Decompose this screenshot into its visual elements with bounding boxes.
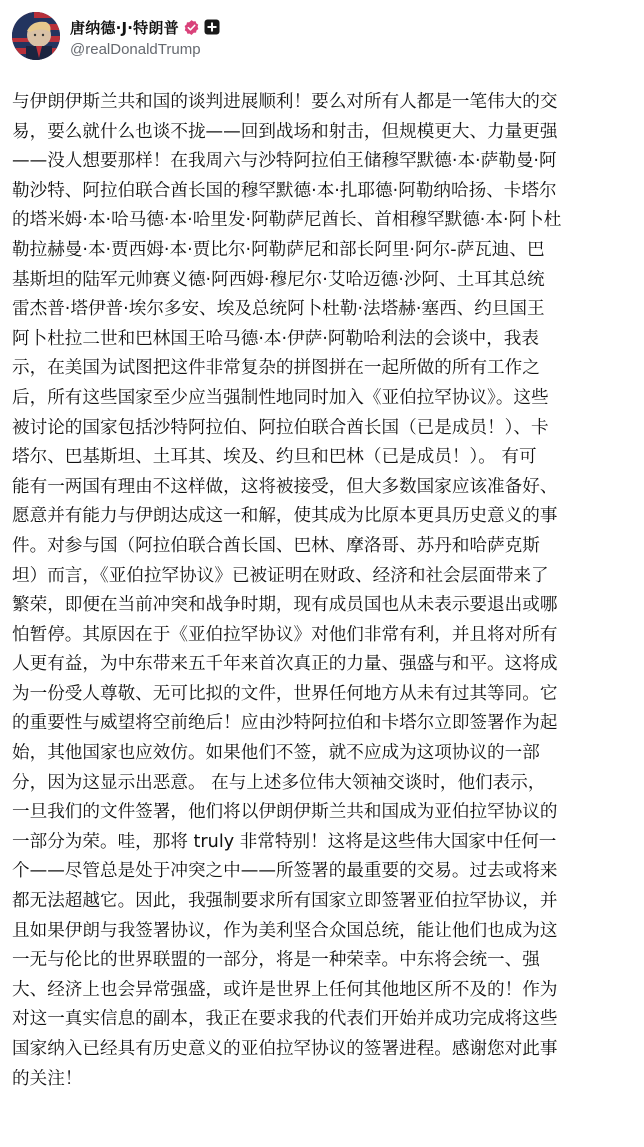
display-name[interactable]: 唐纳德·J·特朗普	[70, 18, 179, 37]
post-text-line: 示，在美国为试图把这件非常复杂的拼图拼在一起所做的所有工作之	[12, 358, 540, 379]
post-text-line: 阿卜杜拉二世和巴林国王哈马德·本·伊萨·阿勒哈利法的会谈中，我表	[12, 328, 539, 349]
name-row	[70, 16, 220, 38]
post-text-line: 国家纳入已经具有历史意义的亚伯拉罕协议的签署进程。感谢您对此事	[12, 1039, 558, 1059]
post-text-line: 个——尽管总是处于冲突之中——所签署的最重要的交易。过去或将来	[12, 861, 558, 882]
post-text-line: 易，要么就什么也谈不拢——回到战场和射击，但规模更大、力量更强	[12, 121, 558, 142]
post-text-line: 对这一真实信息的副本，我正在要求我的代表们开始并成功完成将这些	[12, 1009, 558, 1030]
post-text-line: 与伊朗伊斯兰共和国的谈判进展顺利！要么对所有人都是一笔伟大的交	[12, 92, 558, 112]
user-handle[interactable]: @realDonaldTrump	[70, 41, 201, 58]
post-text-line: ——没人想要那样！在我周六与沙特阿拉伯王储穆罕默德·本·萨勒曼·阿	[12, 151, 557, 172]
verified-badge-icon	[183, 19, 200, 36]
post-text-line: 的塔米姆·本·哈马德·本·哈里发·阿勒萨尼酋长、首相穆罕默德·本·阿卜杜	[12, 210, 562, 231]
post-text-line: 都无法超越它。因此，我强制要求所有国家立即签署亚伯拉罕协议，并	[12, 891, 558, 912]
avatar-image-icon	[12, 12, 60, 60]
post-text-line: 分，因为这显示出恶意。 在与上述多位伟大领袖交谈时，他们表示，	[12, 772, 546, 793]
post-text-line: 被讨论的国家包括沙特阿拉伯、阿拉伯联合酋长国（已是成员！）、卡	[12, 417, 549, 438]
post-header	[12, 12, 632, 60]
post-text-line: 愿意并有能力与伊朗达成这一和解，使其成为比原本更具历史意义的事	[12, 506, 558, 527]
post-text-line: 坦）而言，《亚伯拉罕协议》已被证明在财政、经济和社会层面带来了	[12, 565, 549, 586]
post-text-line: 的关注！	[12, 1068, 83, 1089]
post-text-line: 的重要性与威望将空前绝后！应由沙特阿拉伯和卡塔尔立即签署作为起	[12, 713, 558, 734]
post-text-line: 人更有益，为中东带来五千年来首次真正的力量、强盛与和平。这将成	[12, 654, 558, 675]
post-text-line: 基斯坦的陆军元帅赛义德·阿西姆·穆尼尔·艾哈迈德·沙阿、土耳其总统	[12, 269, 545, 290]
post-text-line: 一旦我们的文件签署，他们将以伊朗伊斯兰共和国成为亚伯拉罕协议的	[12, 802, 558, 823]
post-text	[12, 88, 636, 1094]
post-text-line: 勒拉赫曼·本·贾西姆·本·贾比尔·阿勒萨尼和部长阿里·阿尔-萨瓦迪、巴	[12, 239, 545, 260]
post-text-line: 且如果伊朗与我签署协议，作为美利坚合众国总统，能让他们也成为这	[12, 920, 558, 941]
post-text-line: 一部分为荣。哇，那将 truly 非常特别！这将是这些伟大国家中任何一	[12, 831, 557, 852]
post-text-line: 能有一两国有理由不这样做，这将被接受，但大多数国家应该准备好、	[12, 476, 558, 497]
post-text-line: 大、经济上也会异常强盛，或许是世界上任何其他地区所不及的！作为	[12, 979, 558, 1000]
post-text-line: 件。对参与国（阿拉伯联合酋长国、巴林、摩洛哥、苏丹和哈萨克斯	[12, 535, 540, 556]
post-text-line: 繁荣，即便在当前冲突和战争时期，现有成员国也从未表示要退出或哪	[12, 595, 558, 616]
post-text-line: 一无与伦比的世界联盟的一部分，将是一种荣幸。中东将会统一、强	[12, 950, 540, 971]
post-text-line: 后，所有这些国家至少应当强制性地同时加入《亚伯拉罕协议》。这些	[12, 387, 549, 408]
post-text-line: 始，其他国家也应效仿。如果他们不签，就不应成为这项协议的一部	[12, 743, 540, 764]
post-text-line: 塔尔、巴基斯坦、土耳其、埃及、约旦和巴林（已是成员！）。 有可	[12, 447, 537, 468]
post-text-line: 为一份受人尊敬、无可比拟的文件，世界任何地方从未有过其等同。它	[12, 683, 558, 704]
avatar[interactable]	[12, 12, 60, 60]
post-text-line: 勒沙特、阿拉伯联合酋长国的穆罕默德·本·扎耶德·阿勒纳哈扬、卡塔尔	[12, 180, 557, 201]
plus-square-icon[interactable]	[204, 19, 220, 35]
post-text-line: 怕暂停。其原因在于《亚伯拉罕协议》对他们非常有利，并且将对所有	[12, 624, 558, 645]
post-text-line: 雷杰普·塔伊普·埃尔多安、埃及总统阿卜杜勒·法塔赫·塞西、约旦国王	[12, 299, 545, 320]
